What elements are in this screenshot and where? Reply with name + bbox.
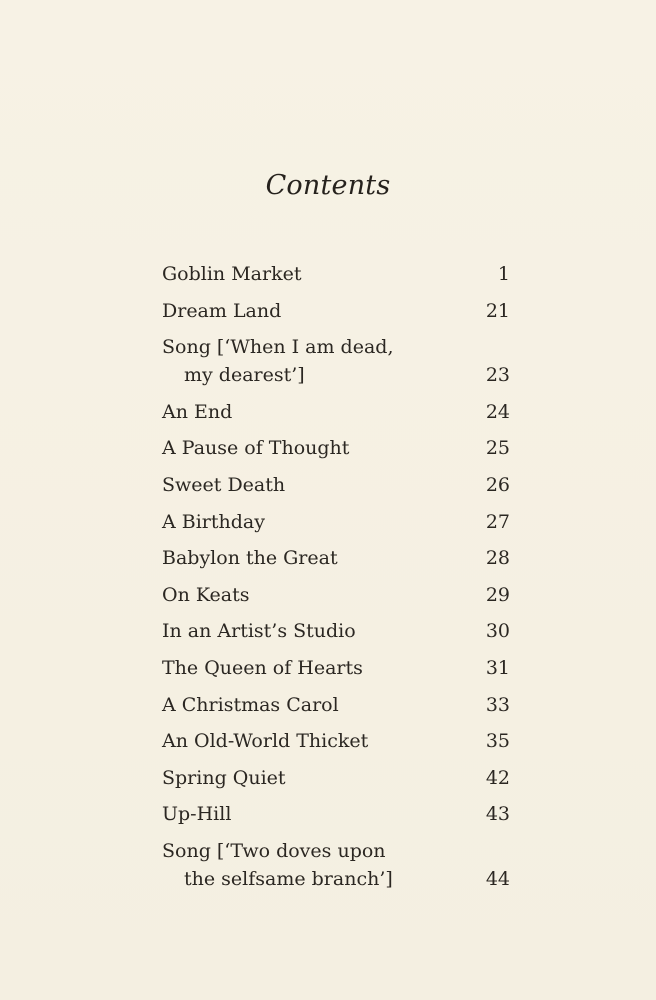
- entry-page-number: 43: [485, 803, 510, 826]
- entry-title: A Birthday: [162, 510, 265, 533]
- entry-page-number: 23: [485, 364, 510, 387]
- entry-page-number: 33: [485, 693, 510, 716]
- entry-title: In an Artist’s Studio: [162, 620, 356, 643]
- entry-page-number: 28: [485, 547, 510, 570]
- entry-title-line1: Song [‘Two doves upon: [162, 839, 386, 862]
- entry-page-number: 27: [485, 510, 510, 533]
- toc-entry: [162, 837, 510, 893]
- entry-page-number: 42: [485, 766, 510, 789]
- toc-entry: [162, 398, 510, 426]
- entry-page-number: 25: [485, 437, 510, 460]
- toc-entry: [162, 691, 510, 719]
- entry-title: An End: [162, 400, 233, 423]
- toc-entry: [162, 434, 510, 462]
- entry-title: [162, 837, 393, 893]
- toc-entry: [162, 800, 510, 828]
- entry-title: Up-Hill: [162, 803, 232, 826]
- toc-entry: [162, 727, 510, 755]
- entry-title: An Old-World Thicket: [162, 730, 369, 753]
- entry-title-line2: the selfsame branch’]: [184, 867, 393, 890]
- toc-entry: [162, 617, 510, 645]
- toc-entry: [162, 297, 510, 325]
- entry-title: [162, 333, 394, 389]
- entry-title: Babylon the Great: [162, 547, 338, 570]
- entry-title: On Keats: [162, 583, 250, 606]
- entry-title-line2: my dearest’]: [184, 364, 305, 387]
- entry-page-number: 29: [485, 583, 510, 606]
- entry-page-number: 35: [485, 730, 510, 753]
- toc-entry: [162, 544, 510, 572]
- entry-page-number: 26: [485, 473, 510, 496]
- toc-entry: [162, 471, 510, 499]
- entry-page-number: 30: [485, 620, 510, 643]
- toc-entry: [162, 260, 510, 288]
- entry-title: Dream Land: [162, 299, 282, 322]
- toc-entry: [162, 333, 510, 389]
- toc-entry: [162, 581, 510, 609]
- toc-entry: [162, 508, 510, 536]
- entry-page-number: 24: [485, 400, 510, 423]
- entry-page-number: 44: [485, 867, 510, 890]
- entry-title: Sweet Death: [162, 473, 286, 496]
- entry-title: Goblin Market: [162, 263, 302, 285]
- toc-entry: [162, 654, 510, 682]
- entry-title: A Christmas Carol: [162, 693, 339, 716]
- entry-title: The Queen of Hearts: [162, 656, 363, 679]
- entry-title: A Pause of Thought: [162, 437, 350, 460]
- toc-entry: [162, 764, 510, 792]
- entry-page-number: 1: [497, 263, 510, 285]
- page-title: Contents: [265, 170, 391, 201]
- table-of-contents: [162, 260, 510, 902]
- entry-title-line1: Song [‘When I am dead,: [162, 336, 394, 359]
- entry-title: Spring Quiet: [162, 766, 286, 789]
- entry-page-number: 21: [485, 299, 510, 322]
- entry-page-number: 31: [485, 656, 510, 679]
